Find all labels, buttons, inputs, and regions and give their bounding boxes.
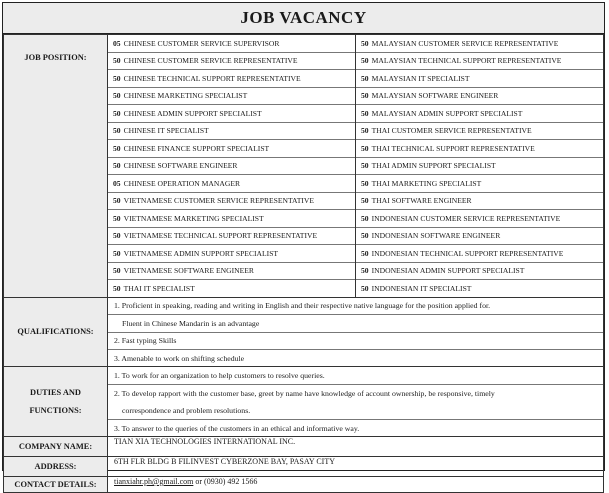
contact-row — [4, 477, 604, 493]
job-title: MALAYSIAN CUSTOMER SERVICE REPRESENTATIVE — [371, 38, 559, 48]
job-title: THAI ADMIN SUPPORT SPECIALIST — [371, 161, 496, 171]
job-title: INDONESIAN IT SPECIALIST — [371, 283, 472, 293]
contact-label: CONTACT DETAILS: — [14, 480, 97, 489]
contact-connector: or — [193, 477, 205, 486]
job-title: CHINESE FINANCE SUPPORT SPECIALIST — [123, 143, 270, 153]
job-quantity: 50 — [113, 126, 121, 136]
job-row-left — [108, 228, 355, 246]
job-quantity: 50 — [113, 73, 121, 83]
job-row-left — [108, 35, 355, 53]
job-quantity: 50 — [361, 56, 369, 66]
title-bar — [3, 3, 604, 34]
address-row — [4, 457, 604, 477]
qualifications-label: QUALIFICATIONS: — [17, 327, 94, 337]
company-name-cell — [108, 437, 604, 457]
job-row-right — [356, 175, 603, 193]
job-row-left — [108, 193, 355, 211]
job-title: THAI MARKETING SPECIALIST — [371, 178, 482, 188]
duties-label-line1: DUTIES AND — [30, 388, 81, 397]
job-row-left — [108, 53, 355, 71]
job-quantity: 50 — [113, 248, 121, 258]
job-quantity: 50 — [361, 248, 369, 258]
job-title: INDONESIAN CUSTOMER SERVICE REPRESENTATIVE — [371, 213, 561, 223]
job-row-right — [356, 53, 603, 71]
job-quantity: 05 — [113, 38, 121, 48]
job-quantity: 50 — [361, 143, 369, 153]
job-title: MALAYSIAN IT SPECIALIST — [371, 73, 470, 83]
job-quantity: 50 — [361, 213, 369, 223]
address-label: ADDRESS: — [34, 462, 77, 471]
job-title: CHINESE SOFTWARE ENGINEER — [123, 161, 238, 171]
job-quantity: 05 — [113, 178, 121, 188]
duties-section — [4, 367, 604, 437]
job-quantity: 50 — [113, 143, 121, 153]
company-name-row — [4, 437, 604, 457]
duty-item-1: 1. To work for an organization to help customers to resolve queries. — [108, 367, 603, 385]
job-quantity: 50 — [113, 108, 121, 118]
job-row-right — [356, 245, 603, 263]
duties-label-cell — [4, 367, 108, 437]
job-quantity: 50 — [361, 161, 369, 171]
job-title: INDONESIAN SOFTWARE ENGINEER — [371, 231, 501, 241]
job-row-left — [108, 105, 355, 123]
job-quantity: 50 — [361, 178, 369, 188]
duty-item-2-cont: correspondence and problem resolutions. — [108, 402, 603, 420]
qualification-item-2: 2. Fast typing Skills — [108, 333, 603, 351]
job-quantity: 50 — [361, 196, 369, 206]
qualification-item-1: 1. Proficient in speaking, reading and writing in English and their respective native language for the position applied for. — [108, 298, 603, 316]
job-quantity: 50 — [113, 56, 121, 66]
job-row-right — [356, 263, 603, 281]
job-title: MALAYSIAN ADMIN SUPPORT SPECIALIST — [371, 108, 523, 118]
job-title: VIETNAMESE SOFTWARE ENGINEER — [123, 266, 254, 276]
job-title: CHINESE CUSTOMER SERVICE REPRESENTATIVE — [123, 56, 298, 66]
qualifications-cell — [108, 297, 604, 367]
job-quantity: 50 — [113, 231, 121, 241]
job-quantity: 50 — [361, 126, 369, 136]
job-quantity: 50 — [361, 231, 369, 241]
job-title: MALAYSIAN SOFTWARE ENGINEER — [371, 91, 499, 101]
job-title: CHINESE TECHNICAL SUPPORT REPRESENTATIVE — [123, 73, 301, 83]
job-quantity: 50 — [113, 266, 121, 276]
job-row-left — [108, 140, 355, 158]
job-position-section — [4, 35, 604, 298]
job-quantity: 50 — [361, 38, 369, 48]
job-title: VIETNAMESE MARKETING SPECIALIST — [123, 213, 264, 223]
job-row-right — [356, 105, 603, 123]
job-row-right — [356, 70, 603, 88]
qualifications-section — [4, 297, 604, 367]
job-row-left — [108, 158, 355, 176]
job-title: CHINESE MARKETING SPECIALIST — [123, 91, 248, 101]
job-row-left — [108, 70, 355, 88]
job-title: THAI TECHNICAL SUPPORT REPRESENTATIVE — [371, 143, 535, 153]
company-name-label-cell — [4, 437, 108, 457]
job-title: VIETNAMESE TECHNICAL SUPPORT REPRESENTATIVE — [123, 231, 318, 241]
job-row-right — [356, 158, 603, 176]
job-row-right — [356, 193, 603, 211]
duty-item-2: 2. To develop rapport with the customer base, greet by name have knowledge of account ownership, be responsive, timely — [114, 389, 495, 398]
job-row-left — [108, 245, 355, 263]
address-cell — [108, 457, 604, 477]
job-row-right — [356, 140, 603, 158]
job-title: CHINESE IT SPECIALIST — [123, 126, 209, 136]
job-title: CHINESE OPERATION MANAGER — [123, 178, 241, 188]
qualification-item-1-cont: Fluent in Chinese Mandarin is an advantage — [108, 315, 603, 333]
job-quantity: 50 — [361, 266, 369, 276]
address-value: 6TH FLR BLDG B FILINVEST CYBERZONE BAY, PASAY CITY — [114, 457, 335, 466]
job-quantity: 50 — [113, 283, 121, 293]
job-row-right — [356, 123, 603, 141]
job-columns — [108, 35, 603, 297]
company-name-label: COMPANY NAME: — [18, 442, 93, 451]
job-quantity: 50 — [113, 91, 121, 101]
address-label-cell — [4, 457, 108, 477]
phone-number: (0930) 492 1566 — [204, 477, 258, 486]
contact-cell — [108, 477, 604, 493]
job-title: INDONESIAN ADMIN SUPPORT SPECIALIST — [371, 266, 525, 276]
job-title: INDONESIAN TECHNICAL SUPPORT REPRESENTATIVE — [371, 248, 564, 258]
email-link[interactable]: tianxiahr.ph@gmail.com — [114, 477, 194, 486]
job-title: THAI CUSTOMER SERVICE REPRESENTATIVE — [371, 126, 532, 136]
company-name-value: TIAN XIA TECHNOLOGIES INTERNATIONAL INC. — [114, 437, 296, 446]
duties-label-line2: FUNCTIONS: — [29, 406, 82, 415]
job-row-left — [108, 280, 355, 297]
job-quantity: 50 — [361, 283, 369, 293]
job-position-cell — [108, 35, 604, 298]
job-row-right — [356, 210, 603, 228]
job-quantity: 50 — [113, 196, 121, 206]
job-title: VIETNAMESE CUSTOMER SERVICE REPRESENTATIVE — [123, 196, 314, 206]
page-title: JOB VACANCY — [240, 8, 367, 27]
duty-item-3: 3. To answer to the queries of the customers in an ethical and informative way. — [114, 423, 360, 433]
job-title: CHINESE ADMIN SUPPORT SPECIALIST — [123, 108, 262, 118]
job-quantity: 50 — [361, 73, 369, 83]
job-quantity: 50 — [361, 91, 369, 101]
job-row-right — [356, 88, 603, 106]
job-quantity: 50 — [113, 213, 121, 223]
vacancy-table — [3, 34, 604, 493]
job-vacancy-sheet — [2, 2, 605, 489]
contact-label-cell — [4, 477, 108, 493]
job-row-right — [356, 35, 603, 53]
job-row-left — [108, 123, 355, 141]
job-position-label: JOB POSITION: — [24, 53, 87, 62]
qualification-item-3: 3. Amenable to work on shifting schedule — [114, 353, 245, 363]
qualifications-label-cell — [4, 297, 108, 367]
jobs-left-column — [108, 35, 356, 297]
job-title: VIETNAMESE ADMIN SUPPORT SPECIALIST — [123, 248, 279, 258]
job-row-left — [108, 210, 355, 228]
job-title: CHINESE CUSTOMER SERVICE SUPERVISOR — [123, 38, 280, 48]
job-row-right — [356, 228, 603, 246]
job-row-left — [108, 263, 355, 281]
job-quantity: 50 — [361, 108, 369, 118]
job-title: THAI IT SPECIALIST — [123, 283, 195, 293]
job-title: THAI SOFTWARE ENGINEER — [371, 196, 472, 206]
duties-cell — [108, 367, 604, 437]
contact-value — [108, 477, 603, 486]
job-row-right — [356, 280, 603, 297]
jobs-right-column — [356, 35, 603, 297]
job-row-left — [108, 175, 355, 193]
job-title: MALAYSIAN TECHNICAL SUPPORT REPRESENTATIVE — [371, 56, 562, 66]
job-quantity: 50 — [113, 161, 121, 171]
job-row-left — [108, 88, 355, 106]
job-position-label-cell — [4, 35, 108, 298]
